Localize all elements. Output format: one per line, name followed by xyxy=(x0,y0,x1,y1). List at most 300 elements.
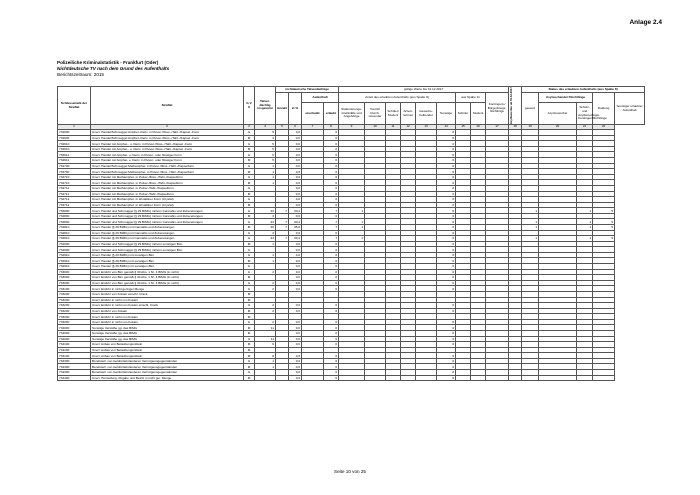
table-cell: 733200 xyxy=(58,314,91,320)
table-cell: 0,0 xyxy=(289,325,302,331)
table-cell: M xyxy=(244,225,255,231)
table-cell: 7 xyxy=(276,225,289,231)
table-cell: 0 xyxy=(437,370,456,376)
column-number: 19 xyxy=(522,125,539,130)
column-number: 7 xyxy=(302,125,324,130)
table-cell: 734000 xyxy=(58,325,91,331)
table-cell: 5 xyxy=(255,146,276,152)
table-cell: 0 xyxy=(437,146,456,152)
table-cell: 0 xyxy=(437,202,456,208)
column-number: 14 xyxy=(437,125,456,130)
column-number: 13 xyxy=(416,125,437,130)
table-cell: 0 xyxy=(437,180,456,186)
table-cell: 0 xyxy=(324,197,339,203)
table-cell: 0 xyxy=(324,213,339,219)
table-cell xyxy=(386,375,401,381)
header-schluessel: Schlüsselzahl der Straftat xyxy=(58,87,91,125)
table-cell: 0 xyxy=(324,191,339,197)
table-cell: 0 xyxy=(437,275,456,281)
table-cell: 0,0 xyxy=(289,370,302,376)
table-cell: 0,0 xyxy=(289,135,302,141)
table-cell: 0 xyxy=(437,230,456,236)
column-number: 1 xyxy=(58,125,91,130)
table-cell: 0 xyxy=(437,241,456,247)
table-cell: 0,0 xyxy=(289,264,302,270)
table-cell: 734100 xyxy=(58,353,91,359)
table-cell: 0 xyxy=(324,130,339,136)
table-cell: G xyxy=(244,336,255,342)
table-cell: Unerl. Handel (§ 29 BtMG) mit sonstigen Btm xyxy=(91,264,244,270)
header-straftat: Straftat xyxy=(91,87,244,125)
table-cell: 0 xyxy=(437,264,456,270)
table-cell: 11 xyxy=(255,336,276,342)
table-cell: 1 xyxy=(522,236,539,242)
table-cell: Unerl. Handel und Schmuggel (§ 29 BtMG) mit/von Cannabis und Zubereitungen xyxy=(91,213,244,219)
table-cell: 0,0 xyxy=(289,336,302,342)
table-cell: 7 xyxy=(276,208,289,214)
header-schutz: Schutz- und Asylberechtigte, Kontingentflüchtlinge xyxy=(577,103,593,125)
table-cell: M xyxy=(244,241,255,247)
table-cell xyxy=(365,375,386,381)
table-cell: 732610 xyxy=(58,141,91,147)
header-duldung: Duldung xyxy=(593,93,615,125)
table-cell: 0 xyxy=(324,319,339,325)
table-cell: 733200 xyxy=(58,297,91,303)
table-cell: 732700 xyxy=(58,163,91,169)
table-cell: 8 xyxy=(255,353,276,359)
table-cell: Unerl. Handel/Schmuggel Methamphet. in Pulver-/flüss.-/Tabl.-/Kapselform xyxy=(91,169,244,175)
table-cell: 1 xyxy=(577,236,593,242)
table-cell xyxy=(339,375,365,381)
table-cell: 0 xyxy=(437,280,456,286)
table-cell: Unerl. Einfuhr von Kokain xyxy=(91,308,244,314)
table-cell: G xyxy=(244,358,255,364)
page-footer: Seite 10 von 25 xyxy=(334,469,366,474)
table-cell: 0 xyxy=(324,303,339,309)
table-cell: 732710 xyxy=(58,174,91,180)
table-cell: 5 xyxy=(255,152,276,158)
table-cell: 0,0 xyxy=(289,286,302,292)
table-cell: M xyxy=(244,258,255,264)
column-number: 17 xyxy=(486,125,509,130)
table-cell: G xyxy=(244,185,255,191)
table-cell: 0,0 xyxy=(289,141,302,147)
table-cell: Unerl. Anbau von Betäubungsmitteln xyxy=(91,342,244,348)
table-cell: 0 xyxy=(324,342,339,348)
column-number: 4 xyxy=(255,125,276,130)
table-cell: 0 xyxy=(324,364,339,370)
table-cell: G xyxy=(244,280,255,286)
table-cell: G xyxy=(244,247,255,253)
table-cell: 0,0 xyxy=(289,213,302,219)
table-cell: 733200 xyxy=(58,319,91,325)
table-cell: G xyxy=(244,197,255,203)
table-cell: 0 xyxy=(437,141,456,147)
table-cell: 0,0 xyxy=(289,174,302,180)
table-cell: 732611 xyxy=(58,158,91,164)
header-tour: Tourist/ Durch-reisender xyxy=(365,103,386,125)
table-cell: Bereitstell. von Geldmitteln/anderen Vermögensgegenständen xyxy=(91,370,244,376)
table-cell: 23 xyxy=(255,219,276,225)
table-cell: 7 xyxy=(276,236,289,242)
table-cell: 0 xyxy=(437,375,456,381)
table-cell: 0,0 xyxy=(289,330,302,336)
table-cell: 1 xyxy=(577,219,593,225)
header-gewerbe: Gewerbe-treibender xyxy=(416,103,437,125)
table-cell: G xyxy=(244,370,255,376)
table-cell: 1 xyxy=(255,364,276,370)
table-cell: Unerl. Einfuhr von Btm gemäß § 30 Abs. 1 Nr. 4 BtMG (in nicht) xyxy=(91,280,244,286)
table-cell: Unerl. Handel mit Amphet.- u. Deriv. in Pulver-/flüss.-/Tabl.-/Kapsel -Form xyxy=(91,141,244,147)
table-cell xyxy=(486,375,509,381)
table-cell: 0,0 xyxy=(289,342,302,348)
table-cell: 0 xyxy=(324,163,339,169)
header-erlaubt: erlaubt xyxy=(324,103,339,125)
table-cell: 0 xyxy=(324,152,339,158)
table-cell: Unerl. Handel mit Amphet.- u. Deriv. in Pulver-/flüss.-/Tabl.-/Kapsel -Form xyxy=(91,146,244,152)
table-cell: 732610 xyxy=(58,146,91,152)
table-cell: 0 xyxy=(437,336,456,342)
table-cell: Unerl. Handel/Schmuggel Amphet.-Deriv. in Pulver-/flüss.-/Tabl.-/Kapsel -Form xyxy=(91,130,244,136)
report-subtitle: Nichtdeutsche TV nach dem Grund des Aufenthalts xyxy=(57,66,170,71)
table-cell: 5 xyxy=(593,236,615,242)
table-cell: 0 xyxy=(437,174,456,180)
table-cell: 733200 xyxy=(58,303,91,309)
header-asylbew: Asyl-bewerber xyxy=(539,103,577,125)
table-cell: 0 xyxy=(324,330,339,336)
table-cell: Unerl. Einfuhr von Btm gemäß § 30 Abs. 1 Nr. 4 BtMG (in nicht) xyxy=(91,269,244,275)
table-cell: 7 xyxy=(324,236,339,242)
header-schueler2: Schüler xyxy=(456,103,471,125)
table-cell: G xyxy=(244,286,255,292)
column-number: 11 xyxy=(386,125,401,130)
header-nichtdeutsche: nichtdeutsche Tatverdächtige xyxy=(276,87,339,93)
table-cell: 1 xyxy=(255,252,276,258)
header-gvu: G V U xyxy=(244,87,255,125)
table-cell: M xyxy=(244,180,255,186)
table-cell: 1 xyxy=(255,163,276,169)
table-cell: 0 xyxy=(437,169,456,175)
table-cell: 30,4 xyxy=(289,208,302,214)
header-schueler: Schüler/ Student xyxy=(386,103,401,125)
table-cell: 2 xyxy=(255,280,276,286)
table-cell: 734100 xyxy=(58,342,91,348)
table-cell: 0,0 xyxy=(289,353,302,359)
table-cell: M xyxy=(244,330,255,336)
table-cell: Unerl. Einfuhr von Btm gemäß § 30 Abs. 1 Nr. 4 BtMG (in nicht) xyxy=(91,275,244,281)
table-cell: 734300 xyxy=(58,358,91,364)
table-cell: 734400 xyxy=(58,375,91,381)
table-cell: Unerl. Handel mit Amphet. u. Deriv. in Pulver- oder flüssiger Form xyxy=(91,158,244,164)
table-cell: 0 xyxy=(437,358,456,364)
table-body xyxy=(58,130,645,381)
table-cell: 2 xyxy=(255,319,276,325)
table-cell: 732700 xyxy=(58,169,91,175)
table-cell: 733000 xyxy=(58,275,91,281)
table-cell: 732710 xyxy=(58,180,91,186)
table-cell: M xyxy=(244,275,255,281)
table-cell: 732810 xyxy=(58,236,91,242)
table-cell: 1 xyxy=(339,219,365,225)
table-cell: 1 xyxy=(522,208,539,214)
table-cell: 1 xyxy=(522,225,539,231)
table-cell: 0 xyxy=(324,275,339,281)
header-gesamt: gesamt xyxy=(522,93,539,125)
table-cell: 1 xyxy=(255,180,276,186)
table-cell: 5 xyxy=(255,141,276,147)
table-cell: Unerl. Handel/Schmuggel Methamphet. in Pulver-/flüss.-/Tabl.-/Kapselform xyxy=(91,163,244,169)
table-cell: 732810 xyxy=(58,225,91,231)
header-sonst-erl: Sonstiger erlaubter Aufenthalt xyxy=(615,93,645,125)
table-cell: 732900 xyxy=(58,241,91,247)
table-cell: 20 xyxy=(255,225,276,231)
table-cell: 4 xyxy=(255,135,276,141)
table-cell: 9 xyxy=(255,342,276,348)
table-cell: 0,0 xyxy=(289,230,302,236)
table-cell: 0 xyxy=(324,258,339,264)
table-cell: 733000 xyxy=(58,269,91,275)
table-cell: 0 xyxy=(324,174,339,180)
column-number: 2 xyxy=(91,125,244,130)
header-status: Status des erlaubten Aufenthalts (aus Spalte 8) xyxy=(522,87,645,93)
table-cell: Bereitstell. von Geldmitteln/anderen Vermögensgegenständen xyxy=(91,358,244,364)
header-arbeit: Arbeit-nehmer xyxy=(401,103,416,125)
table-cell: 732800 xyxy=(58,219,91,225)
table-cell: Unerl. Handel mit Amphet. u. Deriv. in Pulver- oder flüssiger Form xyxy=(91,152,244,158)
column-number: 3 xyxy=(244,125,255,130)
table-cell: Unerl. Handel und Schmuggel (§ 29 BtMG) mit/von sonstigen Btm xyxy=(91,241,244,247)
table-cell: 6 xyxy=(437,219,456,225)
table-cell: M xyxy=(244,202,255,208)
table-cell: 0,0 xyxy=(289,364,302,370)
table-cell: 6 xyxy=(437,208,456,214)
table-cell: 0 xyxy=(324,180,339,186)
table-cell: 2 xyxy=(255,269,276,275)
table-cell: Unerl. Einfuhr in nicht von Kokain xyxy=(91,319,244,325)
table-cell: 0 xyxy=(437,269,456,275)
table-cell: 0 xyxy=(324,353,339,359)
column-number: 16 xyxy=(471,125,486,130)
table-cell: 0,0 xyxy=(289,202,302,208)
table-cell: 0 xyxy=(324,135,339,141)
table-cell: 5 xyxy=(255,158,276,164)
table-cell: G xyxy=(244,152,255,158)
table-cell: 5 xyxy=(593,219,615,225)
table-cell: 0,0 xyxy=(289,169,302,175)
table-cell: Unerl. Handel mit Methamphet. in kristalliner Form (Crystal) xyxy=(91,202,244,208)
table-cell: M xyxy=(244,314,255,320)
table-cell: 733000 xyxy=(58,280,91,286)
header-stat: Stationierungs-streitkräfte und Angehörige xyxy=(339,103,365,125)
table-cell: 0,0 xyxy=(289,247,302,253)
table-cell: M xyxy=(244,297,255,303)
table-cell: G xyxy=(244,252,255,258)
column-number: 8 xyxy=(324,125,339,130)
table-cell: 1 xyxy=(577,208,593,214)
table-cell: 734100 xyxy=(58,347,91,353)
table-cell: 0 xyxy=(437,319,456,325)
table-cell: Sonstige Verstöße gg. das BtMG xyxy=(91,336,244,342)
table-cell: 0 xyxy=(324,185,339,191)
header-sp8: Anteil des erlaubten Aufenthalts (aus Spalte 8) xyxy=(339,93,456,103)
table-cell: 0 xyxy=(324,146,339,152)
table-cell: Unerl. Handel mit Methamphet. in kristalliner Form (Crystal) xyxy=(91,197,244,203)
table-cell: 732600 xyxy=(58,130,91,136)
table-cell: 23 xyxy=(255,236,276,242)
table-cell: Unerl. Handel (§ 29 BtMG) mit sonstigen Btm xyxy=(91,252,244,258)
table-cell: 1 xyxy=(339,225,365,231)
table-cell: 733200 xyxy=(58,291,91,297)
table-cell: 5 xyxy=(593,225,615,231)
column-number: 20 xyxy=(539,125,577,130)
table-cell: M xyxy=(244,353,255,359)
table-cell xyxy=(522,375,539,381)
table-cell: 0 xyxy=(324,286,339,292)
table-cell: M xyxy=(244,291,255,297)
table-cell: G xyxy=(244,219,255,225)
table-cell: Unerl. Herstellung, Abgabe und Besitz in nicht ger. Menge xyxy=(91,375,244,381)
header-gueltig: gültige Werte bis 31.12.2017 xyxy=(339,87,509,93)
table-cell: 1 xyxy=(577,225,593,231)
table-cell: Unerl. Handel mit Methamphet. in Pulver-/flüss.-/Tabl.-/Kapselform xyxy=(91,174,244,180)
table-cell: 0 xyxy=(437,158,456,164)
table-cell: 0 xyxy=(437,152,456,158)
table-cell: 0 xyxy=(324,230,339,236)
table-cell: 0 xyxy=(324,202,339,208)
table-cell: 0 xyxy=(437,330,456,336)
table-cell: 0 xyxy=(437,213,456,219)
table-cell: 30,4 xyxy=(289,219,302,225)
table-cell: 6 xyxy=(437,225,456,231)
table-cell: 0,0 xyxy=(289,152,302,158)
table-cell: 0,0 xyxy=(289,303,302,309)
table-cell xyxy=(276,375,289,381)
table-cell: 733100 xyxy=(58,286,91,292)
table-cell: Sonstige Verstöße gg. das BtMG xyxy=(91,325,244,331)
table-cell: G xyxy=(244,264,255,270)
header-tv-insgesamt: Tatver-dächtig insgesamt xyxy=(255,87,276,125)
table-cell: M xyxy=(244,169,255,175)
table-cell: 0 xyxy=(324,336,339,342)
header-kontingent: Kontingent-/ Bürgerkriegs-flüchtlinge xyxy=(486,93,509,125)
table-cell: 732611 xyxy=(58,152,91,158)
table-cell: 732810 xyxy=(58,230,91,236)
table-cell: G xyxy=(244,174,255,180)
header-unerlaubt: unerlaubt xyxy=(302,103,324,125)
table-cell: 1 xyxy=(339,236,365,242)
table-cell xyxy=(539,375,577,381)
table-cell: 0 xyxy=(324,358,339,364)
table-cell: 1 xyxy=(255,358,276,364)
table-cell: 0,0 xyxy=(289,319,302,325)
table-cell: 3 xyxy=(255,213,276,219)
column-number: 15 xyxy=(456,125,471,130)
table-cell: Unerl. Einfuhr in nicht von Kokain xyxy=(91,297,244,303)
table-cell: 1 xyxy=(255,169,276,175)
table-cell: 0 xyxy=(437,258,456,264)
table-cell: 1 xyxy=(339,208,365,214)
table-cell: Unerl. Einfuhr in nicht von Kokain einschl. Crack xyxy=(91,303,244,309)
column-number: 22 xyxy=(593,125,615,130)
table-cell: Unerl. Handel und Schmuggel (§ 29 BtMG) mit/von Cannabis und Zubereitungen xyxy=(91,208,244,214)
table-cell: 1 xyxy=(255,174,276,180)
table-cell: 2 xyxy=(255,303,276,309)
table-cell: 0 xyxy=(324,269,339,275)
table-cell: 1 xyxy=(255,258,276,264)
table-cell: 0,0 xyxy=(289,158,302,164)
header-sonstige: Sonstige xyxy=(437,103,456,125)
column-number: 10 xyxy=(365,125,386,130)
table-cell: 0 xyxy=(437,185,456,191)
table-cell: 0,0 xyxy=(289,252,302,258)
table-cell: 0 xyxy=(324,308,339,314)
table-cell: 22 xyxy=(255,208,276,214)
header-aufenthalt: Aufenthalt xyxy=(302,93,339,103)
table-cell: 2 xyxy=(255,286,276,292)
table-cell: 11 xyxy=(255,325,276,331)
table-cell: 0 xyxy=(324,158,339,164)
table-cell: G xyxy=(244,230,255,236)
table-cell: G xyxy=(244,163,255,169)
table-cell: 7 xyxy=(324,208,339,214)
table-cell: 0,0 xyxy=(289,180,302,186)
column-number: 9 xyxy=(339,125,365,130)
table-cell: M xyxy=(244,347,255,353)
table-cell: M xyxy=(244,213,255,219)
table-cell: Unerl. Anbau von Betäubungsmitteln xyxy=(91,353,244,359)
table-cell xyxy=(577,375,593,381)
table-cell: M xyxy=(244,342,255,348)
table-cell: 732711 xyxy=(58,191,91,197)
table-cell: 30,4 xyxy=(289,236,302,242)
report-title: Polizeiliche Kriminalstatistik - Frankfurt (Oder) xyxy=(57,60,159,65)
table-cell: 0 xyxy=(437,303,456,309)
table-cell: 732712 xyxy=(58,197,91,203)
table-cell: Unerl. Handel mit Methamphet. in Pulver-/Tabl.-/Kapselform xyxy=(91,191,244,197)
table-cell: 0 xyxy=(437,130,456,136)
table-cell: G xyxy=(244,236,255,242)
table-cell: 734000 xyxy=(58,330,91,336)
header-pct: in % xyxy=(289,93,302,125)
table-cell: 7 xyxy=(324,219,339,225)
table-cell: 35,0 xyxy=(289,225,302,231)
table-cell: Sonstige Verstöße gg. das BtMG xyxy=(91,330,244,336)
table-cell: Unerl. Handel (§ 29 BtMG) mit Cannabis und Zubereitungen xyxy=(91,225,244,231)
table-cell: Unerl. Handel und Schmuggel (§ 29 BtMG) mit/von Cannabis und Zubereitungen xyxy=(91,219,244,225)
table-cell: 732712 xyxy=(58,202,91,208)
table-cell: 0 xyxy=(437,342,456,348)
table-cell: 0,0 xyxy=(289,191,302,197)
table-cell: M xyxy=(244,325,255,331)
report-heading xyxy=(57,60,169,78)
table-cell: 0 xyxy=(324,141,339,147)
table-cell: G xyxy=(244,141,255,147)
table-cell xyxy=(593,375,615,381)
table-cell: 0 xyxy=(324,169,339,175)
table-cell: Unerl. Handel (§ 29 BtMG) mit Cannabis und Zubereitungen xyxy=(91,230,244,236)
table-cell: Unerl. Handel (§ 29 BtMG) mit sonstigen Btm xyxy=(91,258,244,264)
table-cell: 0 xyxy=(437,364,456,370)
report-period: Berichtszeitraum: 2015 xyxy=(57,72,104,77)
table-cell: 0,0 xyxy=(289,275,302,281)
table-cell: M xyxy=(244,375,255,381)
header-student: Student xyxy=(471,103,486,125)
table-cell xyxy=(302,375,324,381)
column-number: 18 xyxy=(509,125,522,130)
table-cell: 0,0 xyxy=(289,358,302,364)
table-cell: 5 xyxy=(255,130,276,136)
table-cell: 734300 xyxy=(58,364,91,370)
